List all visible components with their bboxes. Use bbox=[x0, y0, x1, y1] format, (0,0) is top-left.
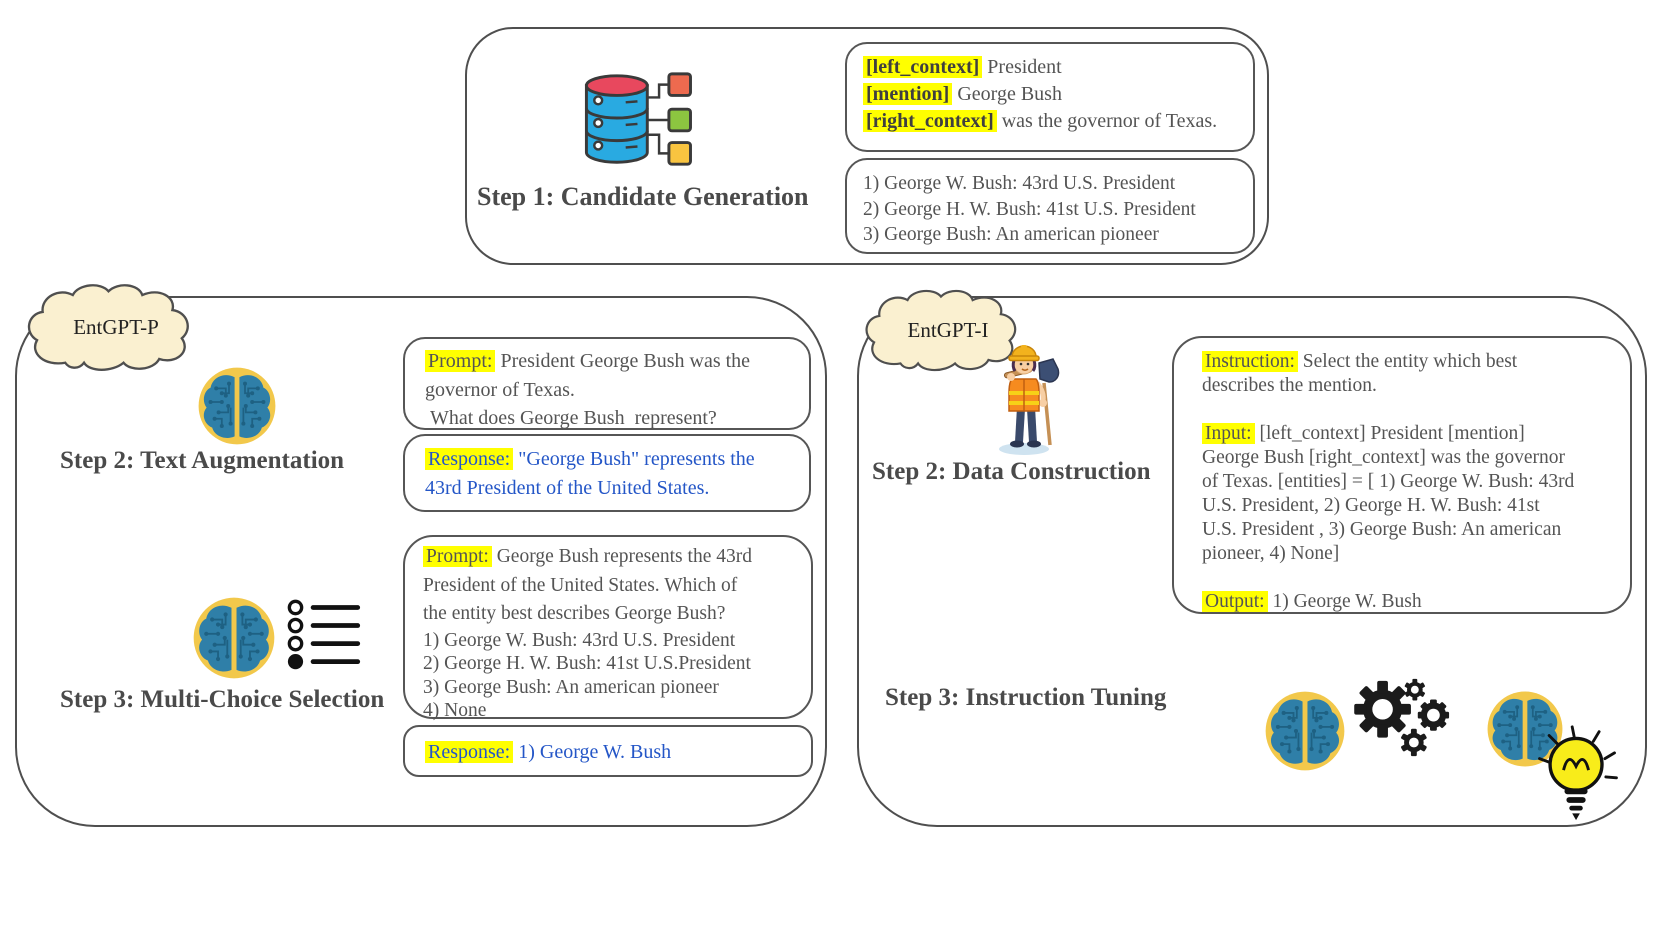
step2-data-construction-title: Step 2: Data Construction bbox=[872, 458, 1151, 485]
candidate-item: 3) George Bush: An american pioneer bbox=[863, 224, 1159, 245]
gears-icon bbox=[1348, 676, 1468, 764]
context-line bbox=[863, 108, 1253, 135]
prompt-box-2 bbox=[403, 535, 813, 719]
prompt-line: the entity best describes George Bush? bbox=[423, 603, 726, 624]
input-line: George Bush [right_context] was the governor bbox=[1202, 447, 1566, 468]
input-line bbox=[1202, 422, 1620, 446]
brain-icon bbox=[197, 366, 277, 446]
output-text: 1) George W. Bush bbox=[1267, 591, 1422, 612]
instruction-line bbox=[1202, 350, 1620, 374]
response-label: Response: bbox=[425, 448, 513, 470]
candidate-item: 1) George W. Bush: 43rd U.S. President bbox=[863, 173, 1176, 194]
left-context-text: President bbox=[982, 56, 1062, 78]
step2-text-augmentation-title: Step 2: Text Augmentation bbox=[60, 447, 345, 474]
prompt-box-1 bbox=[403, 337, 811, 430]
instruction-line: describes the mention. bbox=[1202, 375, 1377, 396]
response-box-2 bbox=[403, 725, 813, 777]
option-item: 3) George Bush: An american pioneer bbox=[423, 676, 719, 698]
prompt-line: governor of Texas. bbox=[425, 378, 575, 401]
right-context-tag: [right_context] bbox=[863, 110, 997, 132]
database-icon bbox=[573, 66, 699, 174]
option-item: 1) George W. Bush: 43rd U.S. President bbox=[423, 629, 736, 651]
input-line: U.S. President, 2) George H. W. Bush: 41st bbox=[1202, 495, 1540, 516]
prompt-text: President George Bush was the bbox=[495, 350, 751, 372]
candidates-box bbox=[845, 158, 1255, 254]
option-item: 4) None bbox=[423, 700, 487, 721]
input-line: pioneer, 4) None] bbox=[1202, 543, 1340, 564]
response-line: 43rd President of the United States. bbox=[425, 476, 710, 499]
context-line bbox=[863, 81, 1253, 108]
construction-worker-icon bbox=[984, 336, 1064, 458]
prompt-line: President of the United States. Which of bbox=[423, 574, 738, 596]
option-item: 2) George H. W. Bush: 41st U.S.President bbox=[423, 653, 751, 674]
prompt-label: Prompt: bbox=[423, 546, 492, 567]
mention-tag: [mention] bbox=[863, 83, 952, 105]
response-label: Response: bbox=[425, 741, 513, 763]
output-line bbox=[1202, 590, 1620, 614]
brain-icon bbox=[1264, 690, 1346, 772]
input-label: Input: bbox=[1202, 423, 1255, 444]
output-label: Output: bbox=[1202, 591, 1268, 612]
instruction-box bbox=[1172, 336, 1632, 614]
step3-instruction-tuning-title: Step 3: Instruction Tuning bbox=[885, 684, 1167, 711]
multi-choice-list-icon bbox=[286, 598, 362, 674]
step3-multi-choice-title: Step 3: Multi-Choice Selection bbox=[60, 686, 385, 713]
input-line: U.S. President , 3) George Bush: An american bbox=[1202, 519, 1562, 540]
context-line bbox=[863, 54, 1253, 81]
entgpt-p-cloud bbox=[20, 280, 212, 374]
candidate-item: 2) George H. W. Bush: 41st U.S. President bbox=[863, 198, 1196, 220]
response-line bbox=[425, 445, 809, 474]
prompt-text: George Bush represents the 43rd bbox=[491, 546, 752, 567]
brain-icon bbox=[192, 596, 276, 680]
mention-text: George Bush bbox=[952, 83, 1062, 105]
response-text: 1) George W. Bush bbox=[513, 741, 672, 763]
prompt-label: Prompt: bbox=[425, 350, 495, 372]
instruction-text: Select the entity which best bbox=[1297, 351, 1518, 372]
input-line: of Texas. [entities] = [ 1) George W. Bush: 43rd bbox=[1202, 471, 1575, 492]
input-text: [left_context] President [mention] bbox=[1254, 423, 1525, 444]
left-context-tag: [left_context] bbox=[863, 56, 982, 78]
lightbulb-icon bbox=[1532, 724, 1622, 824]
instruction-label: Instruction: bbox=[1202, 351, 1298, 372]
prompt-line bbox=[425, 347, 809, 376]
prompt-line bbox=[423, 543, 811, 572]
step1-title: Step 1: Candidate Generation bbox=[477, 182, 809, 211]
entgpt-p-cloud-label: EntGPT-P bbox=[73, 314, 159, 339]
context-box bbox=[845, 42, 1255, 152]
entgpt-i-cloud-label: EntGPT-I bbox=[907, 317, 989, 342]
prompt-line: What does George Bush represent? bbox=[425, 407, 717, 429]
response-text: "George Bush" represents the bbox=[513, 448, 755, 470]
response-line bbox=[425, 738, 811, 767]
right-context-text: was the governor of Texas. bbox=[996, 110, 1218, 132]
response-box-1 bbox=[403, 434, 811, 512]
